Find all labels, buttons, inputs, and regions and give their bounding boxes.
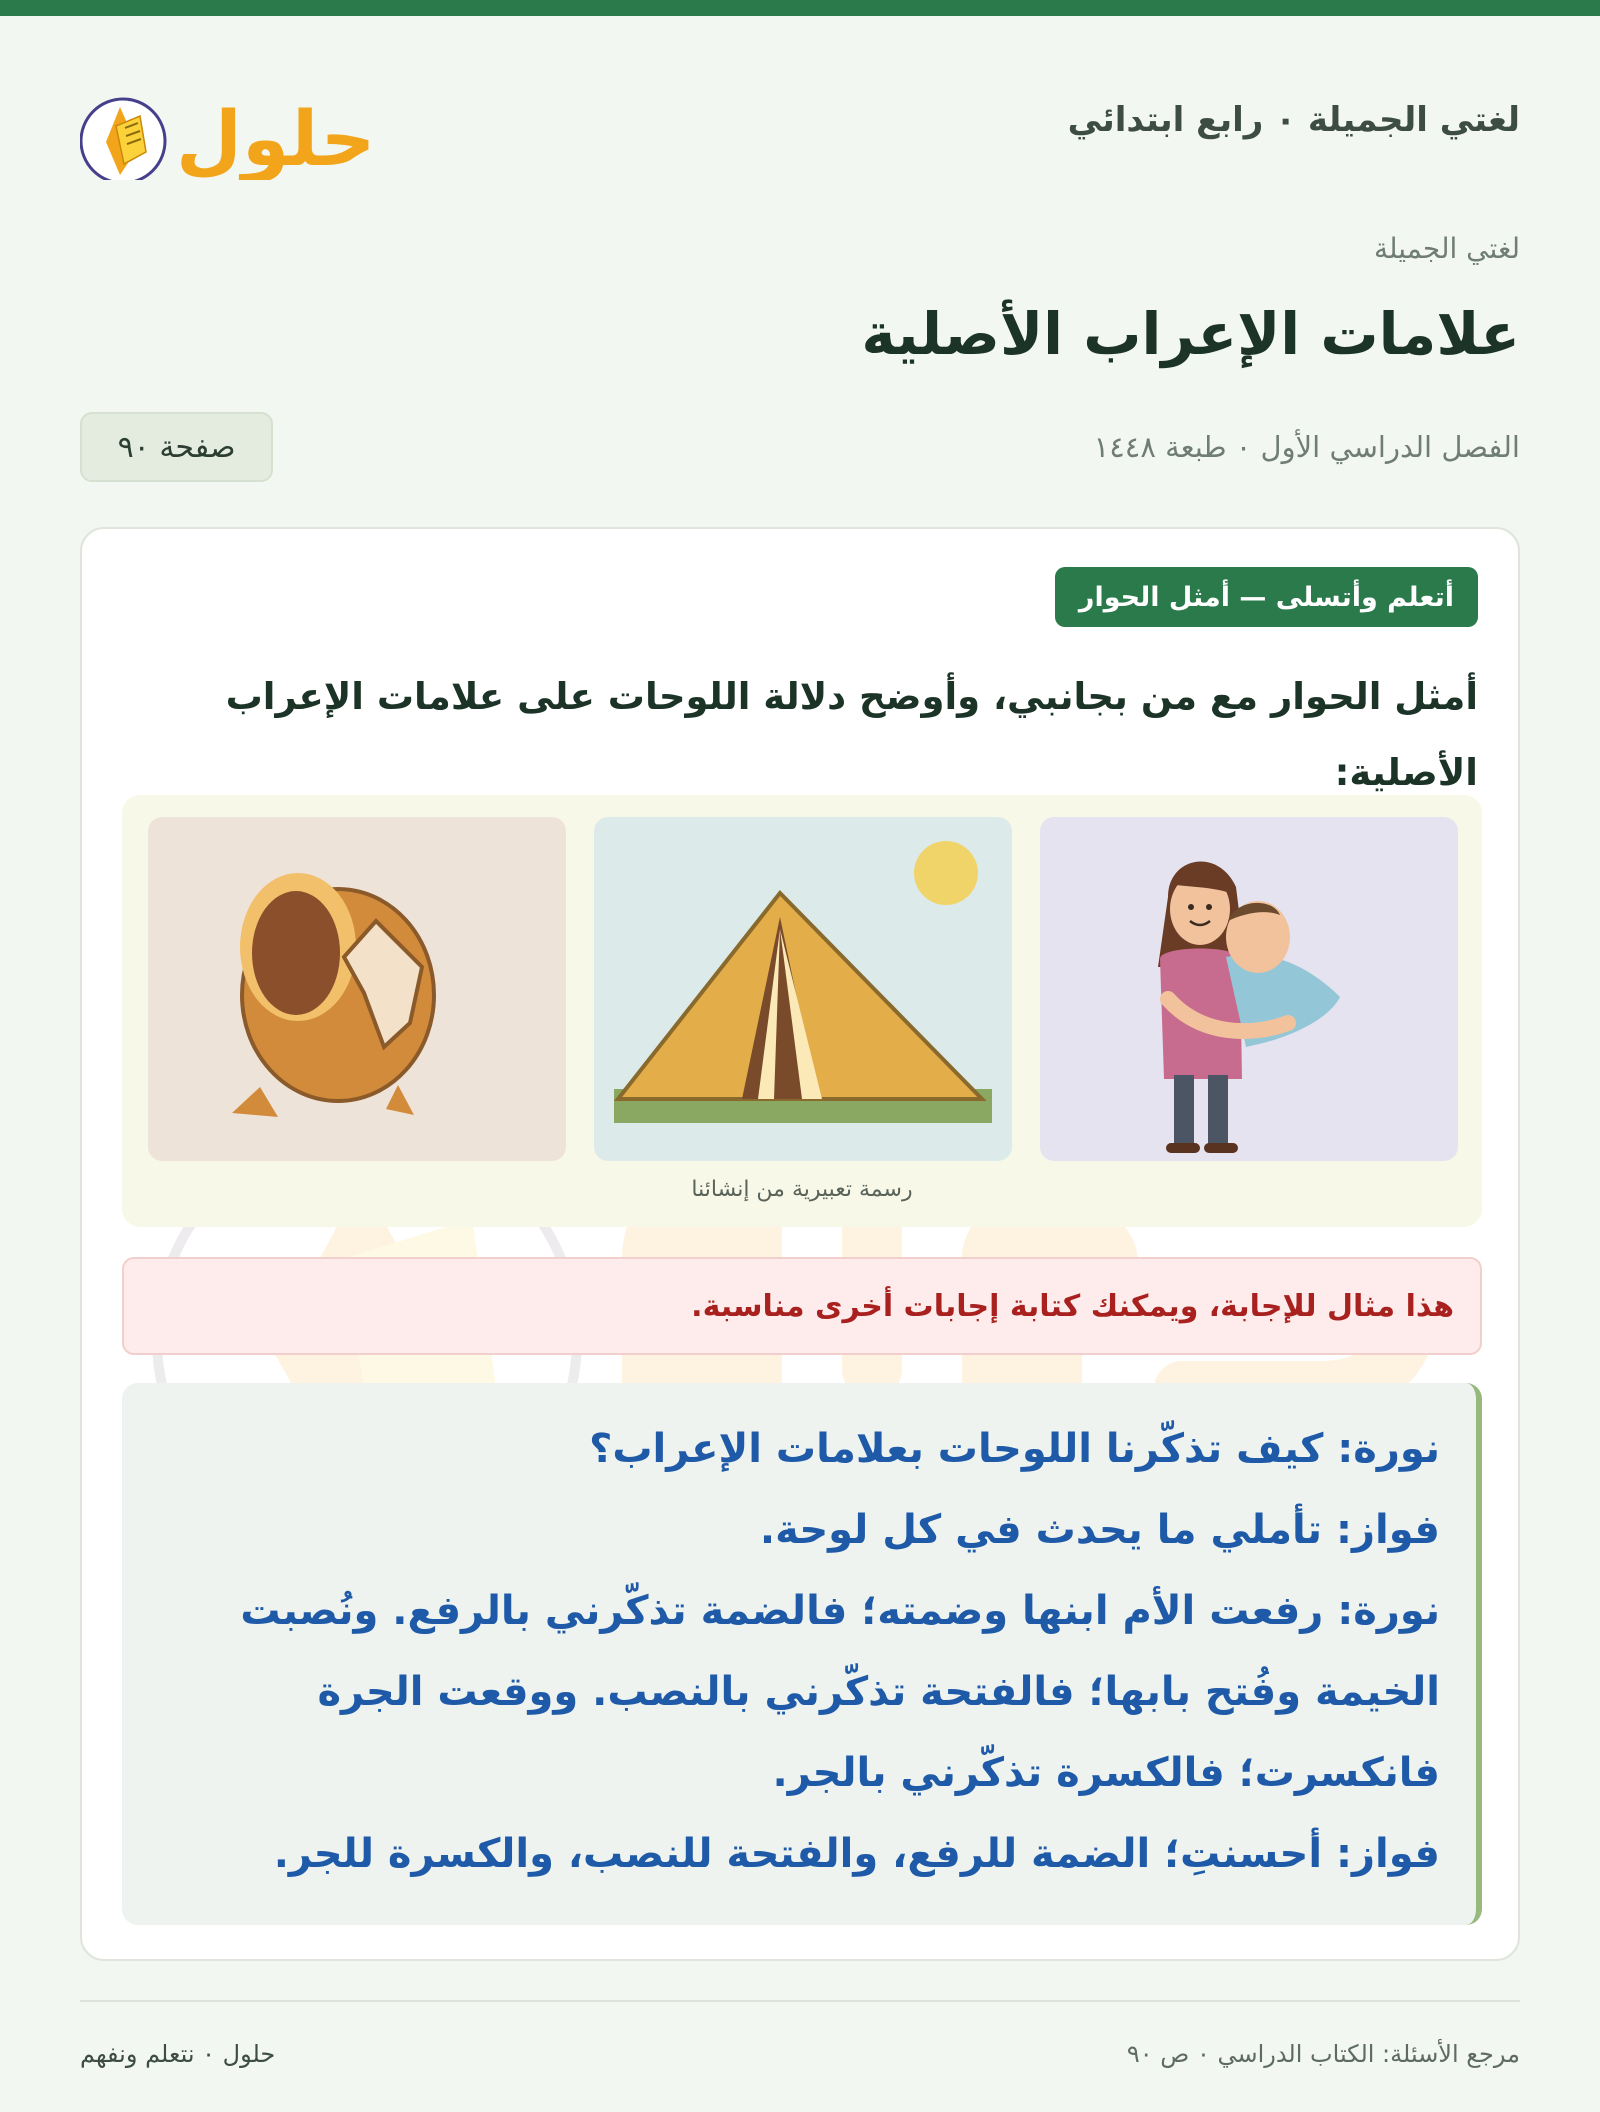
hulul-logo[interactable] <box>80 70 370 180</box>
illustration-caption: رسمة تعبيرية من إنشائنا <box>691 1177 913 1202</box>
question-text: أمثل الحوار مع من بجانبي، وأوضح دلالة اللوحات على علامات الإعراب الأصلية: <box>225 675 1478 794</box>
section-tag: أتعلم وأتسلى — أمثل الحوار <box>1055 567 1478 627</box>
lesson-title: علامات الإعراب الأصلية <box>861 300 1520 368</box>
page-number-badge: صفحة ٩٠ <box>80 412 273 482</box>
broken-jar-icon <box>148 817 566 1161</box>
footer-brand: حلول ٠ نتعلم ونفهم <box>80 2040 276 2068</box>
dialogue-line: نورة: كيف تذكّرنا اللوحات بعلامات الإعراب؟ <box>589 1426 1440 1472</box>
dialogue-answer <box>122 1383 1482 1925</box>
footer-divider <box>80 2000 1520 2002</box>
illustration-panels <box>122 795 1482 1227</box>
dialogue-line: فواز: تأملي ما يحدث في كل لوحة. <box>759 1507 1440 1553</box>
dialogue-line: فواز: أحسنتِ؛ الضمة للرفع، والفتحة للنصب، والكسرة للجر. <box>273 1831 1440 1877</box>
exercise-card <box>80 527 1520 1961</box>
illustration-mother-hug <box>1040 817 1458 1161</box>
footer-reference: مرجع الأسئلة: الكتاب الدراسي ٠ ص ٩٠ <box>1126 2040 1520 2068</box>
illustration-tent <box>594 817 1012 1161</box>
svg-text:حلول: حلول <box>176 94 370 180</box>
tent-icon <box>594 817 1012 1161</box>
subject-label: لغتي الجميلة <box>1373 232 1520 265</box>
dialogue-line: نورة: رفعت الأم ابنها وضمته؛ فالضمة تذكّرني بالرفع. ونُصبت الخيمة وفُتح بابها؛ فالفتحة تذكّرني بالنصب. ووقعت الجرة فانكسرت؛ فالكسرة تذكّرني بالجر. <box>240 1588 1440 1796</box>
mother-hugging-child-icon <box>1040 817 1458 1161</box>
book-icon <box>80 70 370 180</box>
sample-answer-note: هذا مثال للإجابة، ويمكنك كتابة إجابات أخرى مناسبة. <box>122 1257 1482 1355</box>
page-header <box>80 60 1520 190</box>
term-edition: الفصل الدراسي الأول ٠ طبعة ١٤٤٨ <box>1093 430 1520 464</box>
top-accent-bar <box>0 0 1600 16</box>
illustration-broken-jar <box>148 817 566 1161</box>
header-title: لغتي الجميلة ٠ رابع ابتدائي <box>1067 100 1520 140</box>
